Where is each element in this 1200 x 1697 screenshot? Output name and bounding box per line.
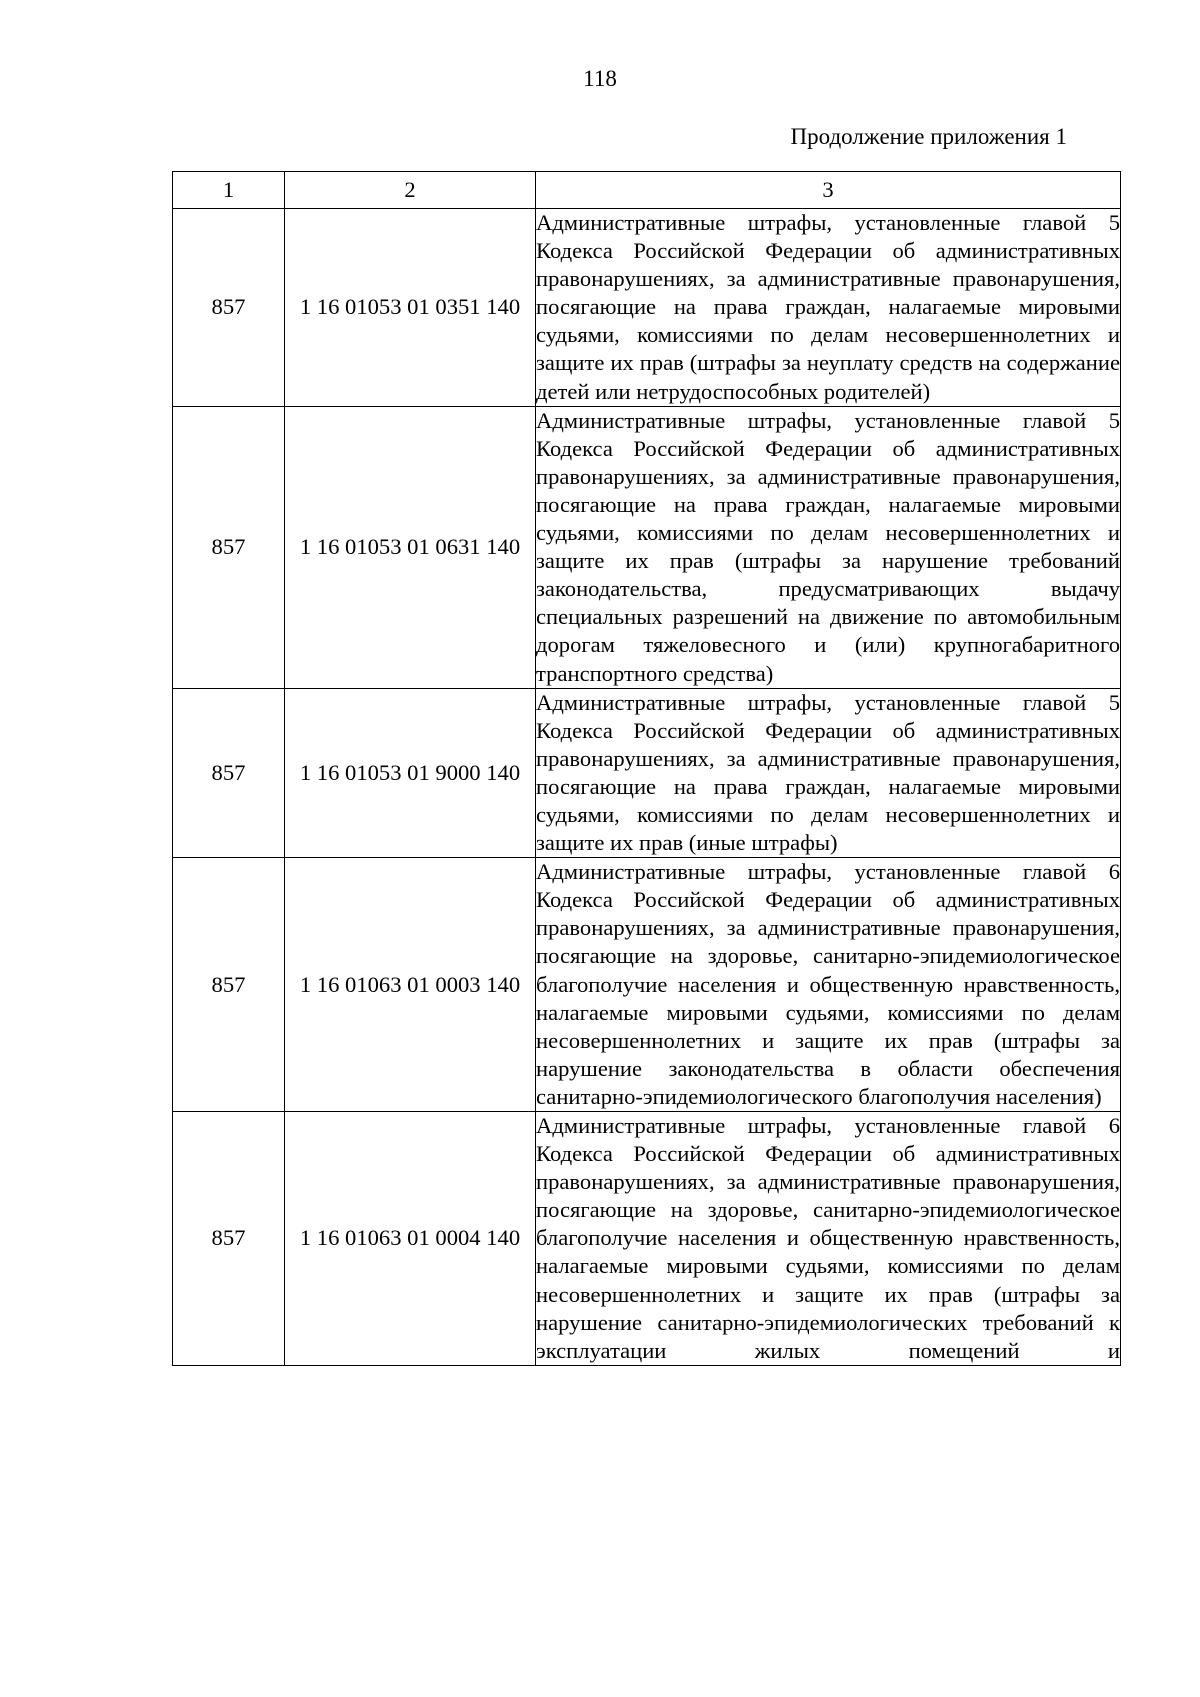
table-row — [173, 1112, 1121, 1366]
table-row — [173, 858, 1121, 1112]
description-cell — [536, 1112, 1121, 1366]
budget-code-cell: 1 16 01063 01 0003 140 — [285, 858, 536, 1112]
description-text: Административные штрафы, установленные главой 6 Кодекса Российской Федерации об административных правонарушениях, за административные правонарушения, посягающие на здоровье, санитарно-эпидемиологическое благополучие населения и общественную нравственность, налагаемые мировыми судьями, комиссиями по делам несовершеннолетних и защите их прав (штрафы за нарушение законодательства в области обеспечения санитарно-эпидемиологического благополучия населения) — [536, 859, 1120, 1109]
table-header-row — [173, 172, 1121, 209]
admin-code-cell: 857 — [173, 858, 285, 1112]
budget-code-cell: 1 16 01053 01 0351 140 — [285, 209, 536, 407]
fines-table — [172, 171, 1121, 1366]
description-text: Административные штрафы, установленные главой 5 Кодекса Российской Федерации об административных правонарушениях, за административные правонарушения, посягающие на права граждан, налагаемые мировыми судьями, комиссиями по делам несовершеннолетних и защите их прав (иные штрафы) — [536, 689, 1120, 856]
table-row — [173, 688, 1121, 858]
description-cell — [536, 858, 1121, 1112]
description-cell — [536, 406, 1121, 688]
description-cell — [536, 688, 1121, 858]
description-text: Административные штрафы, установленные главой 5 Кодекса Российской Федерации об административных правонарушениях, за административные правонарушения, посягающие на права граждан, налагаемые мировыми судьями, комиссиями по делам несовершеннолетних и защите их прав (штрафы за неуплату средств на содержание детей или нетрудоспособных родителей) — [536, 210, 1120, 404]
appendix-continuation-note: Продолжение приложения 1 — [790, 124, 1067, 149]
table-row — [173, 209, 1121, 407]
budget-code-cell: 1 16 01063 01 0004 140 — [285, 1112, 536, 1366]
column-header-3: 3 — [536, 172, 1121, 209]
description-cell — [536, 209, 1121, 407]
page-number: 118 — [583, 66, 617, 91]
budget-code-cell: 1 16 01053 01 9000 140 — [285, 688, 536, 858]
admin-code-cell: 857 — [173, 688, 285, 858]
description-text: Административные штрафы, установленные главой 6 Кодекса Российской Федерации об административных правонарушениях, за административные правонарушения, посягающие на здоровье, санитарно-эпидемиологическое благополучие населения и общественную нравственность, налагаемые мировыми судьями, комиссиями по делам несовершеннолетних и защите их прав (штрафы за нарушение санитарно-эпидемиологических требований к эксплуатации жилых помещений и — [536, 1113, 1120, 1363]
column-header-2: 2 — [285, 172, 536, 209]
table-row — [173, 406, 1121, 688]
description-text: Административные штрафы, установленные главой 5 Кодекса Российской Федерации об административных правонарушениях, за административные правонарушения, посягающие на права граждан, налагаемые мировыми судьями, комиссиями по делам несовершеннолетних и защите их прав (штрафы за нарушение требований законодательства, предусматривающих выдачу специальных разрешений на движение по автомобильным дорогам тяжеловесного и (или) крупногабаритного транспортного средства) — [536, 407, 1120, 686]
admin-code-cell: 857 — [173, 209, 285, 407]
budget-code-cell: 1 16 01053 01 0631 140 — [285, 406, 536, 688]
admin-code-cell: 857 — [173, 406, 285, 688]
column-header-1: 1 — [173, 172, 285, 209]
admin-code-cell: 857 — [173, 1112, 285, 1366]
